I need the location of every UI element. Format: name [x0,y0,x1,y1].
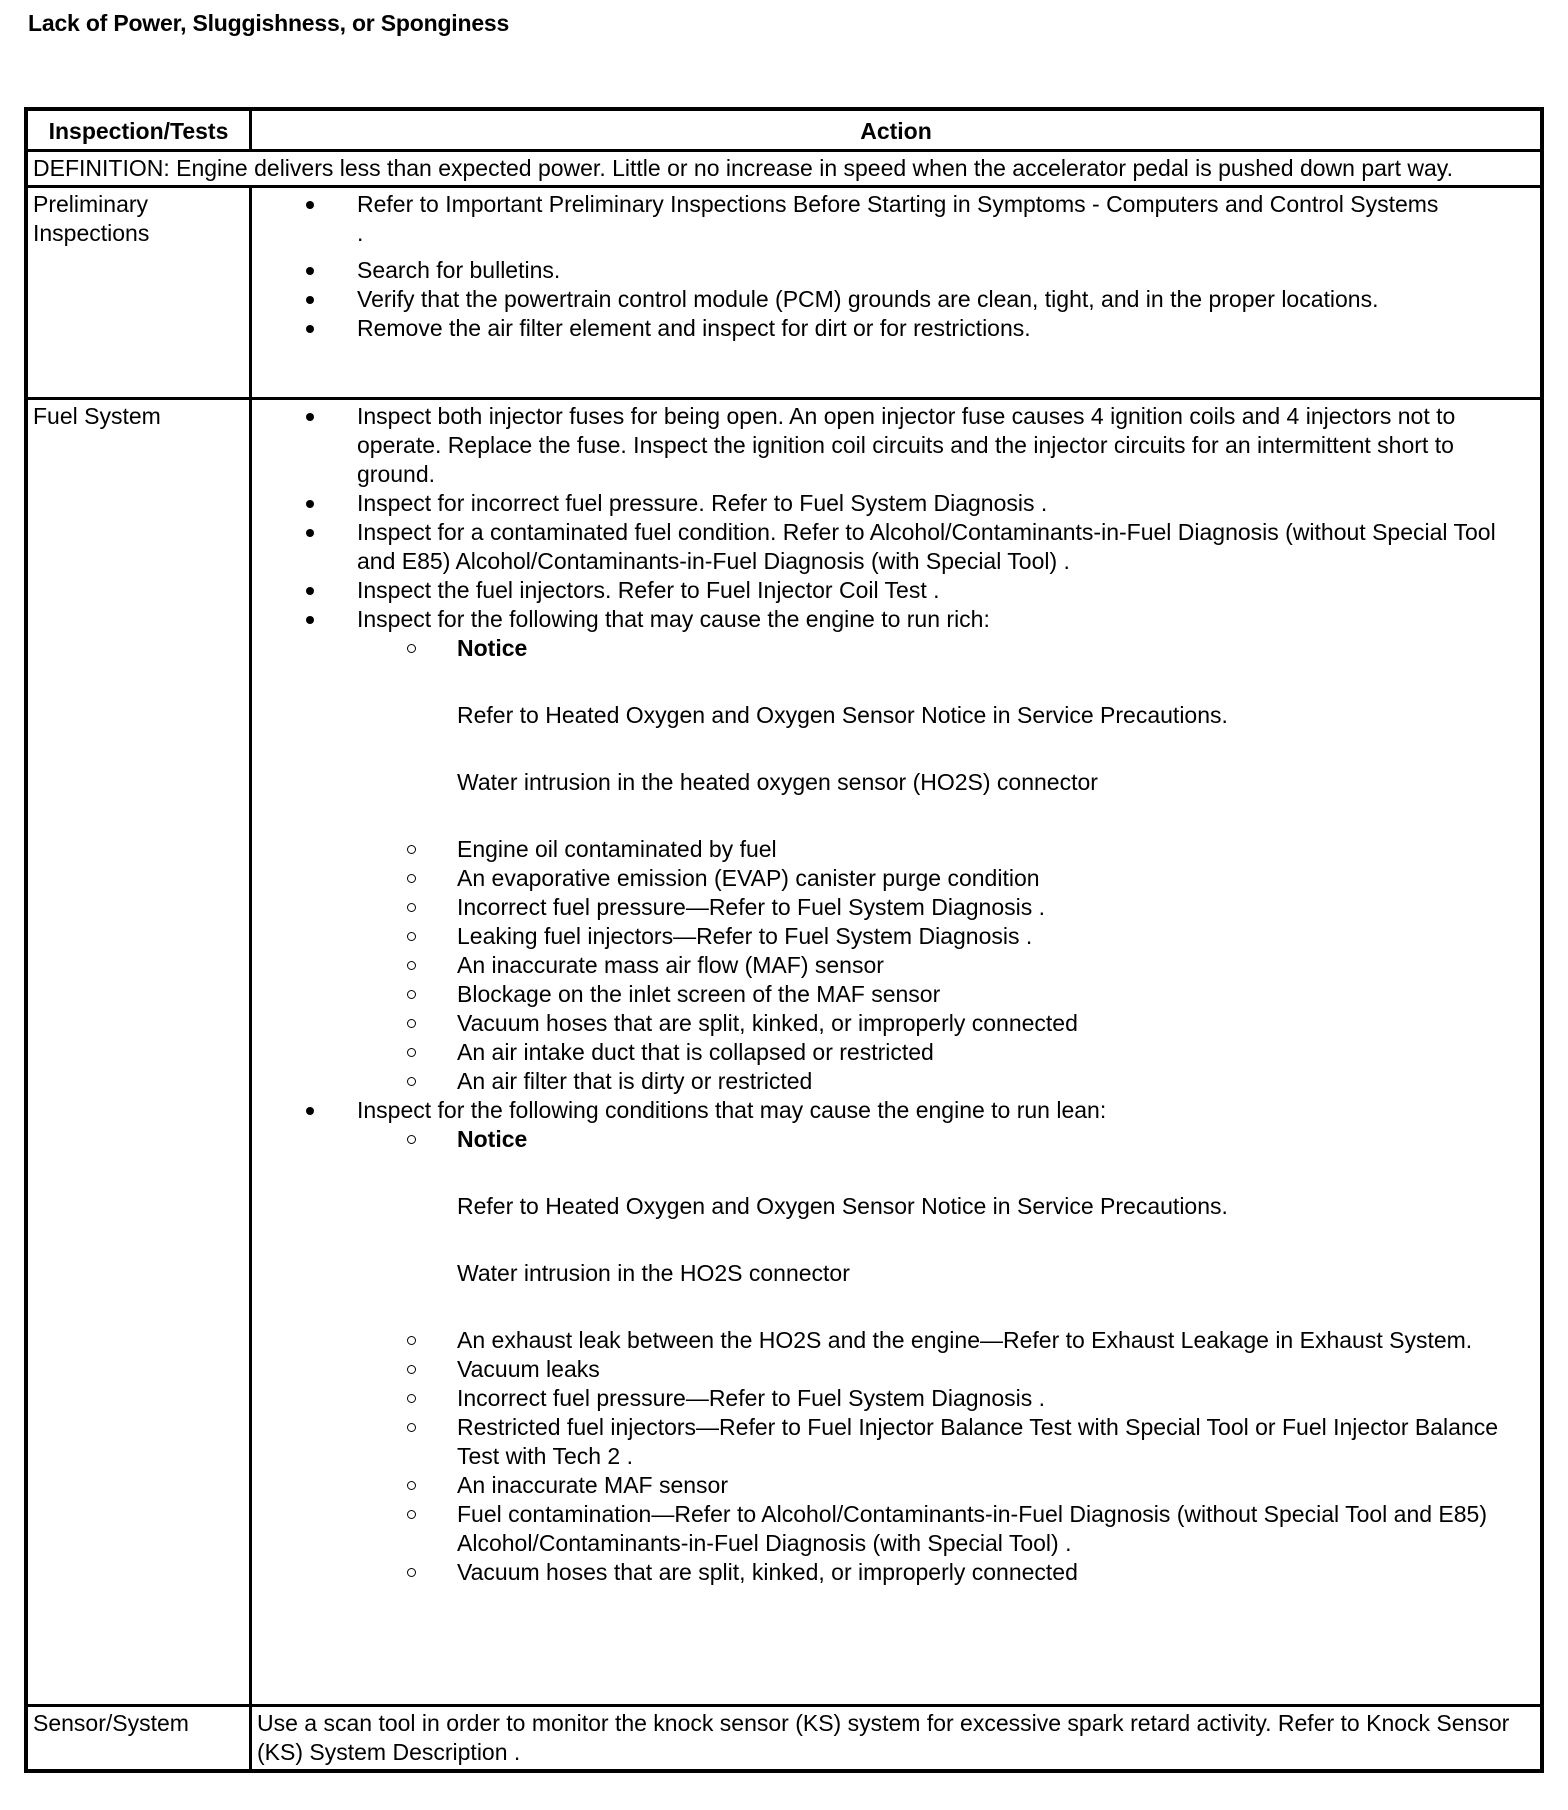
circle-bullet-icon [407,1394,416,1403]
list-item-text: An air filter that is dirty or restricted [457,1068,813,1094]
circle-bullet-icon [407,1510,416,1519]
notice-title: Notice [457,1126,528,1152]
list-item-text: Inspect for the following conditions that may cause the engine to run lean: [357,1097,1107,1123]
lean-sublist [357,1125,1535,1587]
bullet-icon [306,296,314,304]
list-item-text: An evaporative emission (EVAP) canister purge condition [457,865,1040,891]
list-item [457,893,1535,922]
list-item-trailer: . [357,220,364,246]
list-item-text: Vacuum hoses that are split, kinked, or improperly connected [457,1559,1078,1585]
circle-bullet-icon [407,1481,416,1490]
preliminary-list [257,190,1535,343]
list-item-text: Fuel contamination—Refer to Alcohol/Contaminants-in-Fuel Diagnosis (without Special Tool and E85) Alcohol/Contaminants-in-Fuel Diagnosis (with Special Tool) . [457,1501,1488,1556]
circle-bullet-icon [407,990,416,999]
notice-title: Notice [457,635,528,661]
list-item-text: Verify that the powertrain control module (PCM) grounds are clean, tight, and in the proper locations. [357,286,1379,312]
list-item [357,314,1535,343]
circle-bullet-icon [407,1019,416,1028]
list-item [457,1413,1535,1471]
list-item [457,1038,1535,1067]
list-item-text: Incorrect fuel pressure—Refer to Fuel System Diagnosis . [457,1385,1046,1411]
list-item-text: Engine oil contaminated by fuel [457,836,777,862]
list-item [357,190,1535,248]
list-item-text: An inaccurate MAF sensor [457,1472,729,1498]
list-item-text: Inspect for the following that may cause the engine to run rich: [357,606,990,632]
preliminary-label: Preliminary Inspections [26,187,251,399]
circle-bullet-icon [407,1135,416,1144]
list-item-text: Inspect the fuel injectors. Refer to Fuel Injector Coil Test . [357,577,940,603]
list-item [457,980,1535,1009]
bullet-icon [306,587,314,595]
list-item-text: Search for bulletins. [357,257,561,283]
list-item [457,1471,1535,1500]
sensor-system-action: Use a scan tool in order to monitor the knock sensor (KS) system for excessive spark retard activity. Refer to Knock Sensor (KS) System Description . [251,1706,1543,1772]
list-item [457,922,1535,951]
rich-sublist [357,634,1535,1096]
circle-bullet-icon [407,1423,416,1432]
fuel-system-action [251,399,1543,1706]
notice-body: Refer to Heated Oxygen and Oxygen Sensor Notice in Service Precautions. [457,702,1228,728]
circle-bullet-icon [407,1077,416,1086]
bullet-icon [306,201,314,209]
circle-bullet-icon [407,1568,416,1577]
list-item [457,1355,1535,1384]
list-item-text: An inaccurate mass air flow (MAF) sensor [457,952,884,978]
list-item [357,576,1535,605]
page-title: Lack of Power, Sluggishness, or Sponginess [28,10,510,36]
list-item-text: Leaking fuel injectors—Refer to Fuel System Diagnosis . [457,923,1033,949]
list-item [457,1558,1535,1587]
bullet-icon [306,267,314,275]
list-item-text: Inspect for a contaminated fuel condition. Refer to Alcohol/Contaminants-in-Fuel Diagnosis (without Special Tool and E85) Alcohol/Contaminants-in-Fuel Diagnosis (with Special Tool) . [357,519,1496,574]
bullet-icon [306,616,314,624]
notice-item [457,1125,1535,1288]
list-item-text: An air intake duct that is collapsed or restricted [457,1039,934,1065]
list-item-text: An exhaust leak between the HO2S and the engine—Refer to Exhaust Leakage in Exhaust System. [457,1327,1473,1353]
bullet-icon [306,500,314,508]
circle-bullet-icon [407,644,416,653]
list-item-text: Vacuum hoses that are split, kinked, or improperly connected [457,1010,1078,1036]
list-item [457,1067,1535,1096]
table-header-row [26,109,1542,151]
list-item-text: Inspect for incorrect fuel pressure. Refer to Fuel System Diagnosis . [357,490,1048,516]
list-item-text: Restricted fuel injectors—Refer to Fuel Injector Balance Test with Special Tool or Fuel Injector Balance Test with Tech 2 . [457,1414,1499,1469]
fuel-list [257,402,1535,1587]
bullet-icon [306,325,314,333]
sensor-system-label: Sensor/System [26,1706,251,1772]
list-item-rich [357,605,1535,1096]
circle-bullet-icon [407,845,416,854]
preliminary-action [251,187,1543,399]
circle-bullet-icon [407,874,416,883]
list-item [357,518,1535,576]
list-item-text: Remove the air filter element and inspect for dirt or for restrictions. [357,315,1031,341]
notice-body: Refer to Heated Oxygen and Oxygen Sensor Notice in Service Precautions. [457,1193,1228,1219]
circle-bullet-icon [407,1336,416,1345]
list-item-text: Inspect both injector fuses for being open. An open injector fuse causes 4 ignition coils and 4 injectors not to operate. Replace the fuse. Inspect the ignition coil circuits and the injector circuits for an intermittent short to ground. [357,403,1456,487]
list-item [457,1009,1535,1038]
definition-row [26,151,1542,187]
list-item [457,951,1535,980]
list-item-text: Blockage on the inlet screen of the MAF sensor [457,981,941,1007]
fuel-system-label: Fuel System [26,399,251,1706]
list-item [457,864,1535,893]
circle-bullet-icon [407,932,416,941]
list-item [357,489,1535,518]
header-inspection-tests: Inspection/Tests [26,109,251,151]
notice-item [457,634,1535,797]
list-item [357,285,1535,314]
list-item-text: Refer to Important Preliminary Inspections Before Starting in Symptoms - Computers and Control Systems [357,191,1439,217]
list-item-lean [357,1096,1535,1587]
list-item [357,256,1535,285]
list-item [457,1384,1535,1413]
list-item-text: Vacuum leaks [457,1356,600,1382]
circle-bullet-icon [407,1365,416,1374]
bullet-icon [306,1107,314,1115]
list-item-text: Incorrect fuel pressure—Refer to Fuel System Diagnosis . [457,894,1046,920]
list-item [457,1500,1535,1558]
circle-bullet-icon [407,903,416,912]
table-row-fuel-system [26,399,1542,1706]
bullet-icon [306,413,314,421]
list-item [357,402,1535,489]
circle-bullet-icon [407,1048,416,1057]
list-item [457,1326,1535,1355]
definition-text: DEFINITION: Engine delivers less than expected power. Little or no increase in speed when the accelerator pedal is pushed down part way. [26,151,1542,187]
circle-bullet-icon [407,961,416,970]
diagnostic-table [24,107,1544,1773]
notice-detail: Water intrusion in the heated oxygen sensor (HO2S) connector [457,769,1098,795]
bullet-icon [306,529,314,537]
notice-detail: Water intrusion in the HO2S connector [457,1260,850,1286]
list-item [457,835,1535,864]
table-row-preliminary [26,187,1542,399]
header-action: Action [251,109,1543,151]
table-row-sensor-system [26,1706,1542,1772]
